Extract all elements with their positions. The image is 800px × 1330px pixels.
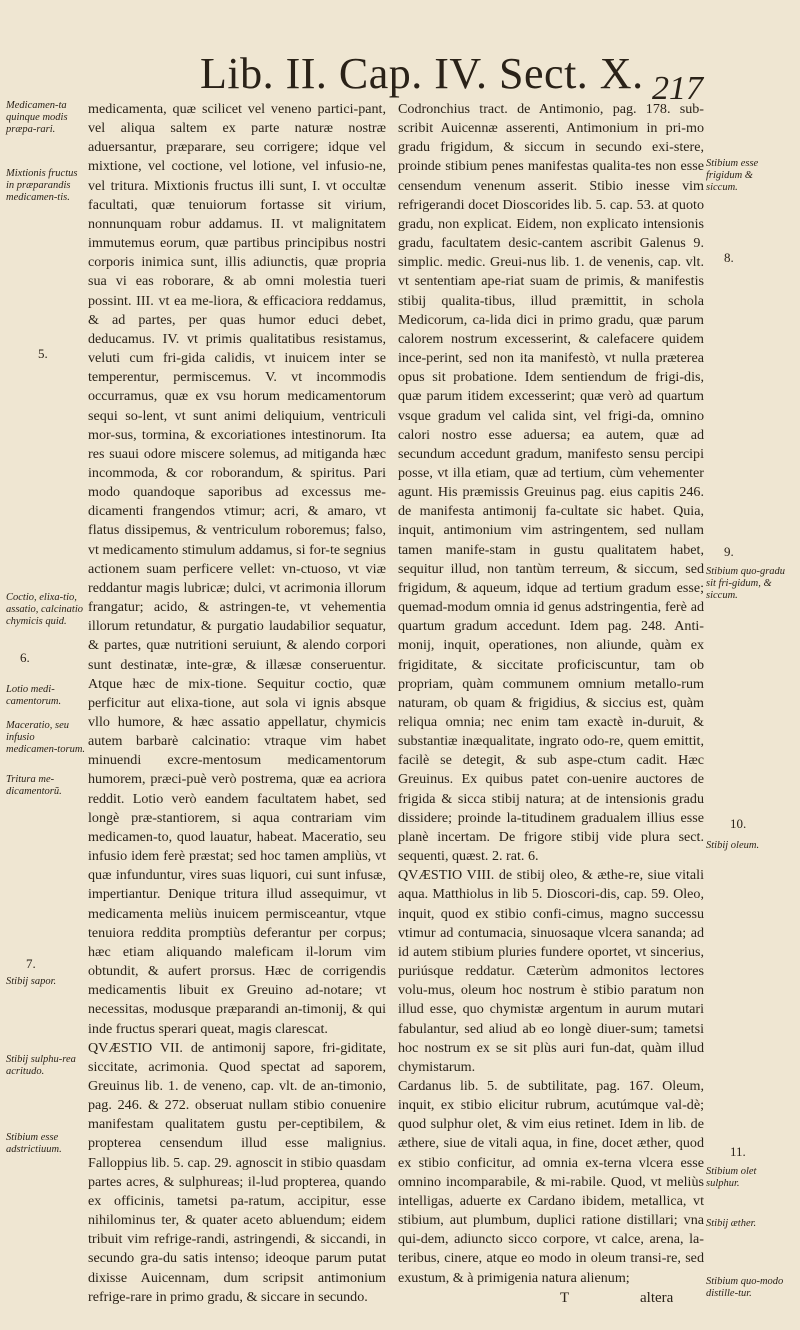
margin-number: 11. — [730, 1144, 746, 1159]
margin-number: 5. — [38, 346, 48, 361]
signature-mark: T — [560, 1290, 570, 1306]
margin-note: Medicamen-ta quinque modis præpa-rari. — [6, 100, 68, 135]
margin-number: 8. — [724, 250, 734, 265]
margin-note: Stibium olet sulphur. — [706, 1166, 757, 1189]
margin-note: Stibium esse frigidum & siccum. — [706, 158, 759, 193]
page-number: 217 — [652, 70, 703, 107]
paragraph: Codronchius tract. de Antimonio, pag. 178. sub-scribit Auicennæ asserenti, Antimonium in pri-mo gradu frigidum, & siccum in secundo exi-stere, proinde stibium penes manifestas qualita-tes non esse censendum venenum asserit. Stibio inesse vim refrigerandi docet Dioscorides lib. 5. cap. 53. at quoto gradu, non explicat. Eidem, non explicato intensionis gradu, facultatem desic-cantem ascribit Galenus 9. simplic. medic. Greui-nus lib. 1. de venenis, cap. vlt. vt sententiam ape-riat suam de primis, & manifestis stibij qualita-tibus, illud præmittit, in schola Medicorum, ca-lida dici in primo gradu, quæ parum calorem nostrum excesserint, & calefacere quidem ince-perint, sed non ita manifestò, vt nulla prætereа opus sit probatione. Idem sentiendum de frigi-dis, quæ parum itidem excesserint; quæ verò ad quartum vsque gradum vel calida sint, vel frigi-da, omnino calori nostro esse aduersa; ea autem, quæ ad secundum accedunt gradum, manifesto sensu percipi posse, vt illa etiam, quæ ad tertium, cùm vehementer agunt. His præmissis Greuinus pag. eius capitis 246. de manifesta antimonij fa-cultate sic habet. Quia, inquit, antimonium vim astringentem, sed nullam tamen manife-stam in gustu qualitatem habet, sequitur illud, non tantùm terreum, & siccum, sed frigidum, & aqueum, idque ad tertium gradum esse; quemad-modum omnia id genus adstringentia, ferè ad quartum gradum accedunt. Idem pag. 248. Anti-monij, inquit, operationes, non aliunde, quàm ex frigiditate, & siccitate proficiscuntur, tam ob propriam, quàm communem omnium metallo-rum naturam, ob quam & frigidius, & siccius est, quàm reliqua omnia; nec enim tam exactè in-duruit, & substantiæ inæqualitate, ingrato odo-re, quem emittit, facilè se detegit, & sub aspe-ctum cadit. Hæc Greuinus. Ex quibus patet con-uenire auctores de frigida & sicca stibij natura; at de intensionis gradu dissidere; proinde la-titudinem gradualem illius esse planè incertam. De frigore stibij vide plura sect. sequenti, quæst. 2. rat. 6. — [398, 101, 704, 865]
right-text-column — [398, 100, 704, 1288]
paragraph: Cardanus lib. 5. de subtilitate, pag. 167. Oleum, inquit, ex stibio elicitur rubrum, acutúmque val-dè; quod sulphur olet, & vim eius retinet. Idem in lib. de æthere, siue de vitali aqua, in fine, docet æther, quod ex stibio conficitur, ad omnia ex-terna vlcera esse omnino incomparabile, & mi-rabile. Quod, vt meliùs intelligas, aduerte ex Cardano ibidem, metallica, vt stibium, aut plumbum, duplici ratione distillari; vna qui-dem, adiunctо sicco corpore, vt calce, arena, la-teribus, cinere, atque eo modo in oleum transi-re, sed exustum, & à primigenia natura alienum; — [398, 1077, 704, 1286]
margin-note: Lotio medi-camentorum. — [6, 684, 62, 707]
margin-note: Stibij oleum. — [706, 840, 760, 851]
margin-note: Coctio, elixa-tio, assatio, calcinatio chymicis quid. — [6, 592, 83, 627]
catchword: altera — [640, 1290, 674, 1306]
margin-note: Maceratio, seu infusio medicamen-torum. — [6, 720, 86, 755]
margin-note: Stibij sulphu-rea acritudo. — [6, 1054, 76, 1077]
margin-note: Stibium esse adstrictiuum. — [6, 1132, 62, 1155]
paragraph: QVÆSTIO VII. de antimonij sapore, fri-giditate, siccitate, acrimonia. Quod spectat ad saporem, Greuinus lib. 1. de veneno, cap. vlt. de an-timonio, pag. 246. & 272. obseruat nullam stibio conuenire manifestam qualitatem gustu per-ceptibilem, & propterea censendum illud esse malignius. Falloppius lib. 5. cap. 29. agnoscit in stibio quasdam partes acres, & sulphureas; il-lud propterea, quando ex officinis, tametsi pa-ratum, accipitur, esse nihilominus ter, & quater aceto abluendum; eidem tribuit vim refrige-randi, astringendi, & siccandi, in secundo gra-du satis intenso; ideoque parum putat dixisse Auicennam, dum scripsit antimonium refrige-rare in primo gradu, & siccare in secundo. — [88, 1039, 386, 1305]
left-text-column — [88, 100, 386, 1307]
paragraph: medicamenta, quæ scilicet vel veneno partici-pant, vel aliqua saltem ex parte naturæ nostræ aduersantur, præparare, seu corrigere; idque vel mixtione, vel coctione, vel lotione, vel infusio-ne, vel tritura. Mixtionis fructus illi sunt, I. vt occultæ facultati, quæ tenuiorum fortasse sit virium, nonnunquam robur addamus. II. vt malignitatem immutemus eorum, quæ partibus principibus nostri corporis inimica sunt, illis adiunctis, quæ propria sua vi eas roborare, & ab omni molestia tueri possint. III. vt ea me-liora, & efficaciora reddamus, & ad partes, per quas humor educi debet, deducamus. IV. vt primis qualitatibus resistamus, veluti cum fri-gida calidis, vt inuicem inter se temperentur, permiscemus. V. vt incommodis occurramus, quæ ex vsu horum medicamentorum sequi so-lent, vt sunt animi deliquium, ventriculi mor-sus, tormina, & excoriationes intestinorum. Ita res suaui odore miscere solemus, ad mitiganda hæc incommoda, & cor roborandum, & spiritus. Pari modo quandoque saporibus ad excessus me-dicamenti frangendos vtimur; acri, & amaro, vt flatus dissipemus, & ventriculum roboremus; falso, vt medicamento stimulum addamus, si for-te segnius actionem suam perficere vellet: vn-ctuoso, vt viæ reddantur magis lubricæ; dulci, vt acrimonia illorum frangatur; acido, & astringen-te, vt vehementia illorum retundatur, & purgatio laudabilior sequatur, & partes, quæ nutritioni seruiunt, & alendo corpori sunt destinatæ, inte-græ, & illæsæ conseruentur. Atque hæc de mix-tione. Sequitur coctio, quæ perficitur aut elixa-tione, aut sola vi ignis absque vllo humore, & hæc assatio appellatur, chymicis autem barbarè calcinatio: vtraque vim habet minuendi excre-mentosum medicamentorum humorem, præci-puè verò postrema, quæ ea acriora reddit. Lotio verò eandem facultatem habet, sed longè præ-stantiorem, si aqua contrariam vim medicamen-to, quod lauatur, habeat. Maceratio, seu infusio idem ferè præstat; sed hoc tamen ampliùs, vt quæ infunduntur, vires suas liquori, cui sunt infusæ, impertiantur. Denique tritura illud assequimur, vt medicamenta meliùs inuicem permisceantur, vtque tenuiora reddita promptiùs deferantur per corpus; hæc etiam aliquando maleficam il-lorum vim obtundit, & aufert prorsus. Hæc de corrigendis medicamentis libuit ex Greuino ad-notare; vt necessitas, modusque præparandi an-timonij, & qui inde fructus sperari queat, magis clarescat. — [88, 101, 386, 1037]
margin-note: Stibium quo-modo distille-tur. — [706, 1276, 784, 1299]
margin-number: 10. — [730, 816, 747, 831]
margin-note: Stibij æther. — [706, 1218, 757, 1229]
margin-number: 7. — [26, 956, 36, 971]
margin-note: Mixtionis fructus in præparandis medicamen-tis. — [6, 168, 78, 203]
margin-number: 6. — [20, 650, 30, 665]
margin-number: 9. — [724, 544, 734, 559]
margin-note: Stibium quo-gradu sit fri-gidum, & siccum. — [706, 566, 786, 601]
margin-note: Tritura me-dicamentorũ. — [6, 774, 62, 797]
page-header — [0, 48, 800, 108]
running-head: Lib. II. Cap. IV. Sect. X. — [200, 49, 644, 98]
paragraph: QVÆSTIO VIII. de stibij oleo, & æthe-re, siue vitali aqua. Matthiolus in lib 5. Dioscori-dis, cap. 59. Oleo, inquit, quod ex stibio confi-cimus, magno successu vtimur ad contumaciа, sinuosaque vlcera sananda; ad id autem stibium pluries fundere oportet, vt sincerius, puriúsque reddatur. Cæterùm admonitos lectores volu-mus, oleum hoc nostrum è stibio paratum non illud esse, quo chymistæ argentum in aurum mutari fabulantur, sed aliud ab eo longè diuer-sum; tametsi hoc nostrum ex se sit plùs auri fun-dat, quàm illud chymistarum. — [398, 867, 704, 1075]
margin-note: Stibij sapor. — [6, 976, 57, 987]
